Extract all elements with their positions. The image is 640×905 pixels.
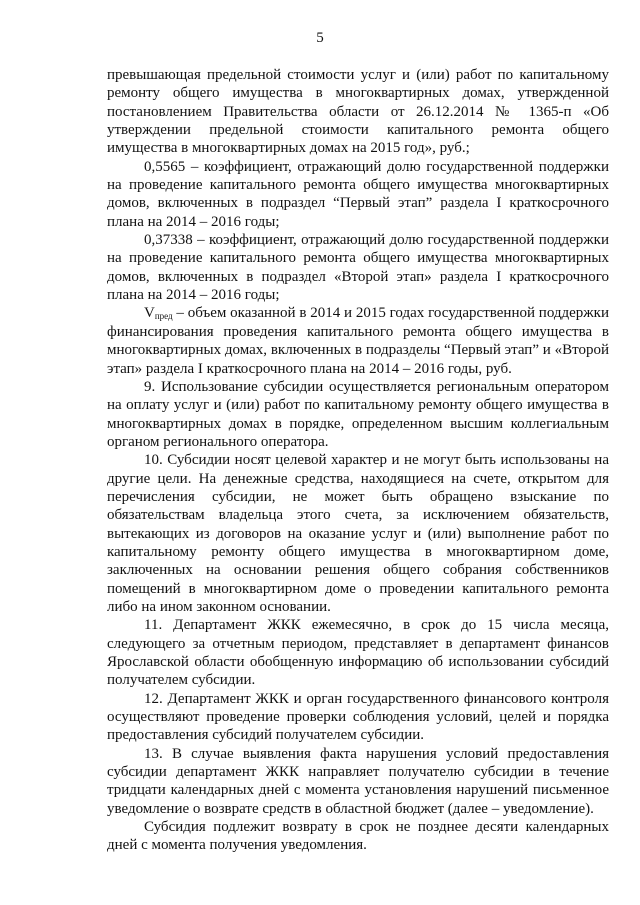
paragraph-volume-text: – объем оказанной в 2014 и 2015 годах государственной поддержки финансирования проведения капитального ремонта общего имущества в многоквартирных домах, включенных в подразделы “Первый этап” и «Второй этап» раздела I краткосрочного плана на 2014 – 2016 годы, руб.: [107, 305, 609, 377]
page-number: 5: [316, 30, 324, 46]
paragraph-volume-definition: [107, 304, 609, 377]
paragraph-item-11: 11. Департамент ЖКК ежемесячно, в срок до 15 числа месяца, следующего за отчетным периодом, представляет в департамент финансов Ярославской области обобщенную информацию об использовании субсидий получателем субсидии.: [107, 617, 609, 689]
paragraph-continuation: превышающая предельной стоимости услуг и (или) работ по капитальному ремонту общего имущества в многоквартирных домах, утвержденной постановлением Правительства области от 26.12.2014 № 1365-п «Об утверждении предельной стоимости капитального ремонта общего имущества в многоквартирных домах на 2015 год», руб.;: [107, 67, 609, 157]
paragraph-item-10: 10. Субсидии носят целевой характер и не могут быть использованы на другие цели. На денежные средства, находящиеся на счете, открытом для перечисления субсидии, не может быть обращено взыскание по обязательствам владельца этого счета, за исключением обязательств, вытекающих из договоров на оказание услуг и (или) выполнение работ по капитальному ремонту общего имущества в многоквартирном доме, заключенных на основании решения общего собрания собственников помещений в многоквартирном доме о проведении капитального ремонта либо на ином законном основании.: [107, 452, 609, 615]
paragraph-item-9: 9. Использование субсидии осуществляется региональным оператором на оплату услуг и (или) работ по капитальному ремонту общего имущества в многоквартирных домах в порядке, определенном высшим коллегиальным органом регионального оператора.: [107, 378, 609, 450]
paragraph-coefficient-second-stage: 0,37338 – коэффициент, отражающий долю государственной поддержки на проведение капитального ремонта общего имущества многоквартирных домов, включенных в подраздел «Второй этап» раздела I краткосрочного плана на 2014 – 2016 годы;: [107, 232, 609, 304]
formula-symbol-subscript: пред: [154, 311, 173, 322]
paragraph-coefficient-first-stage: 0,5565 – коэффициент, отражающий долю государственной поддержки на проведение капитального ремонта общего имущества многоквартирных домов, включенных в подраздел “Первый этап” раздела I краткосрочного плана на 2014 – 2016 годы;: [107, 158, 609, 230]
paragraph-refund-deadline: Субсидия подлежит возврату в срок не позднее десяти календарных дней с момента получения уведомления.: [107, 819, 609, 854]
paragraph-item-13: 13. В случае выявления факта нарушения условий предоставления субсидии департамент ЖКК направляет получателю субсидии в течение тридцати календарных дней с момента установления нарушений письменное уведомление о возврате средств в областной бюджет (далее – уведомление).: [107, 745, 609, 817]
formula-symbol: V: [144, 305, 155, 322]
paragraph-item-12: 12. Департамент ЖКК и орган государственного финансового контроля осуществляют проведение проверки соблюдения условий, целей и порядка предоставления субсидий получателем субсидии.: [107, 690, 609, 744]
document-body: [107, 66, 609, 855]
